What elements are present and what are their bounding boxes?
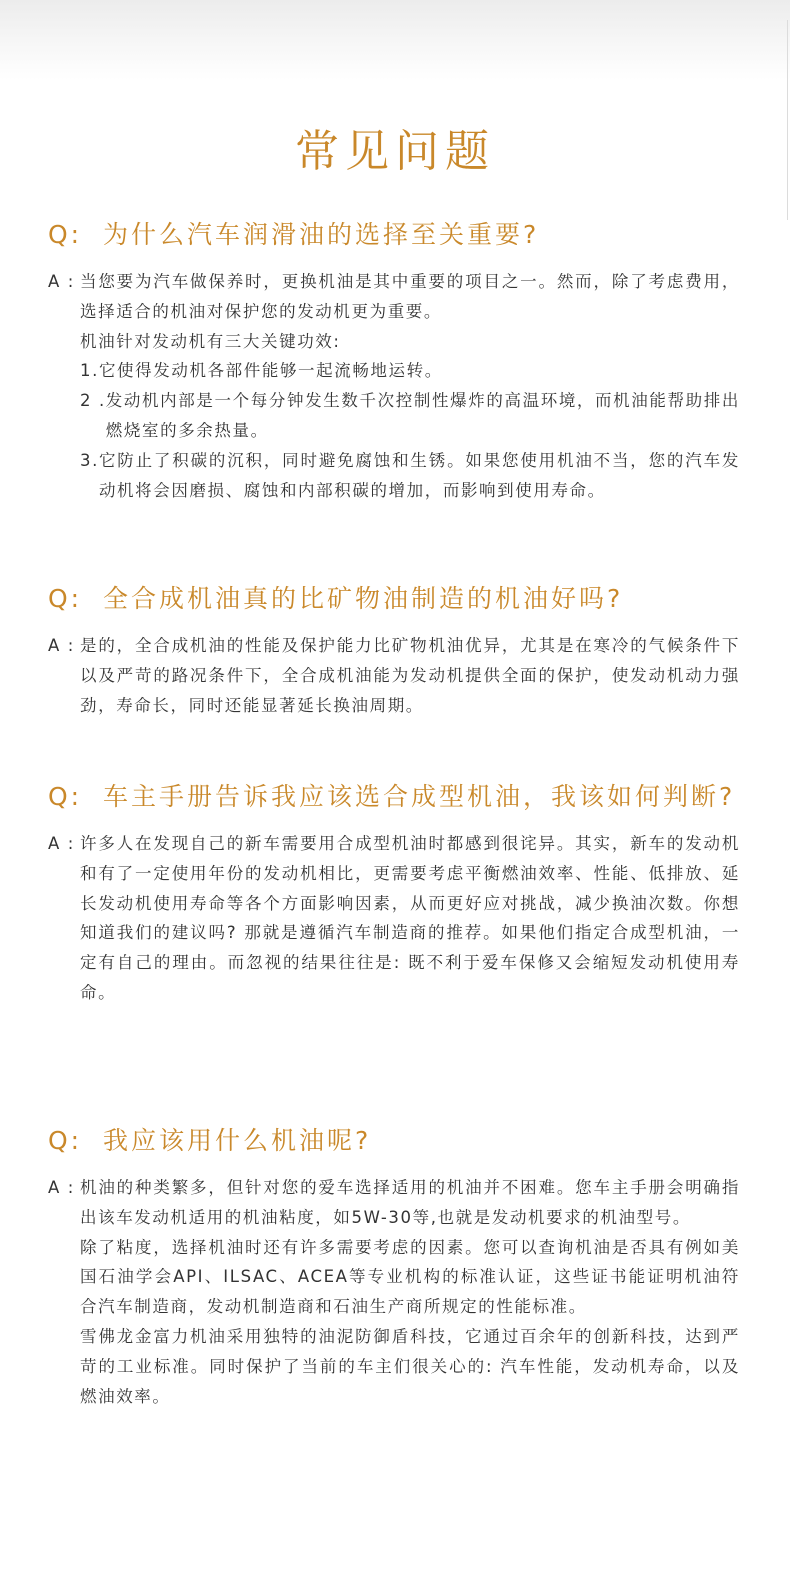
question-text: 为什么汽车润滑油的选择至关重要? [103,220,540,249]
list-item [80,356,740,386]
list-item-text: 发动机内部是一个每分钟发生数千次控制性爆炸的高温环境，而机油能帮助排出燃烧室的多余热量。 [105,391,740,440]
answer-mark-label: A : [48,272,75,291]
list-item-number: 1. [80,361,99,381]
question-text: 我应该用什么机油呢? [103,1126,372,1155]
list-item-number: 2 . [80,391,106,411]
list-item [80,386,740,446]
answer-paragraph: 机油针对发动机有三大关键功效: [80,331,341,351]
answer-mark-label: A : [48,1178,75,1197]
faq-question [48,579,748,619]
answer-mark-label: A : [48,834,75,853]
list-item [80,446,740,506]
answer-paragraph: 许多人在发现自己的新车需要用合成型机油时都感到很诧异。其实，新车的发动机和有了一定使用年份的发动机相比，更需要考虑平衡燃油效率、性能、低排放、延长发动机使用寿命等各个方面影响因素，从而更好应对挑战，减少换油次数。你想知道我们的建议吗? 那就是遵循汽车制造商的推荐。如果他们指定合成型机油，一定有自己的理由。而忽视的结果往往是: 既不利于爱车保修又会缩短发动机使用寿命。 [80,834,740,1002]
faq-question [48,215,748,255]
answer-paragraph: 机油的种类繁多，但针对您的爱车选择适用的机油并不困难。您车主手册会明确指出该车发动机适用的机油粘度，如5W-30等,也就是发动机要求的机油型号。 [80,1178,740,1227]
question-mark-label: Q: [48,1126,83,1155]
faq-answer [48,267,748,505]
question-mark-label: Q: [48,584,83,613]
faq-question [48,1121,748,1161]
answer-paragraph: 是的，全合成机油的性能及保护能力比矿物机油优异，尤其是在寒冷的气候条件下以及严苛的路况条件下，全合成机油能为发动机提供全面的保护，使发动机动力强劲，寿命长，同时还能显著延长换油周期。 [80,636,740,715]
list-item-number: 3. [80,450,99,470]
question-text: 车主手册告诉我应该选合成型机油，我该如何判断? [103,782,736,811]
answer-paragraph: 雪佛龙金富力机油采用独特的油泥防御盾科技，它通过百余年的创新科技，达到严苛的工业标准。同时保护了当前的车主们很关心的: 汽车性能，发动机寿命，以及燃油效率。 [80,1326,740,1406]
faq-answer [48,1173,748,1411]
top-shade [0,0,790,80]
question-text: 全合成机油真的比矿物油制造的机油好吗? [103,584,624,613]
question-mark-label: Q: [48,782,83,811]
faq-question [48,777,748,817]
faq-item-2 [48,579,748,720]
list-item-text: 它使得发动机各部件能够一起流畅地运转。 [98,361,443,381]
answer-mark-label: A : [48,636,75,655]
page-title: 常见问题 [295,126,495,178]
faq-item-3 [48,777,748,1008]
faq-answer [48,829,748,1008]
answer-paragraph: 当您要为汽车做保养时，更换机油是其中重要的项目之一。然而，除了考虑费用，选择适合的机油对保护您的发动机更为重要。 [80,272,740,321]
faq-item-1 [48,215,748,505]
faq-item-4 [48,1121,748,1411]
answer-paragraph: 除了粘度，选择机油时还有许多需要考虑的因素。您可以查询机油是否具有例如美国石油学会API、ILSAC、ACEA等专业机构的标准认证，这些证书能证明机油符合汽车制造商，发动机制造商和石油生产商所规定的性能标准。 [80,1237,740,1317]
list-item-text: 它防止了积碳的沉积，同时避免腐蚀和生锈。如果您使用机油不当，您的汽车发动机将会因磨损、腐蚀和内部积碳的增加，而影响到使用寿命。 [98,450,740,500]
faq-answer [48,631,748,720]
question-mark-label: Q: [48,220,83,249]
